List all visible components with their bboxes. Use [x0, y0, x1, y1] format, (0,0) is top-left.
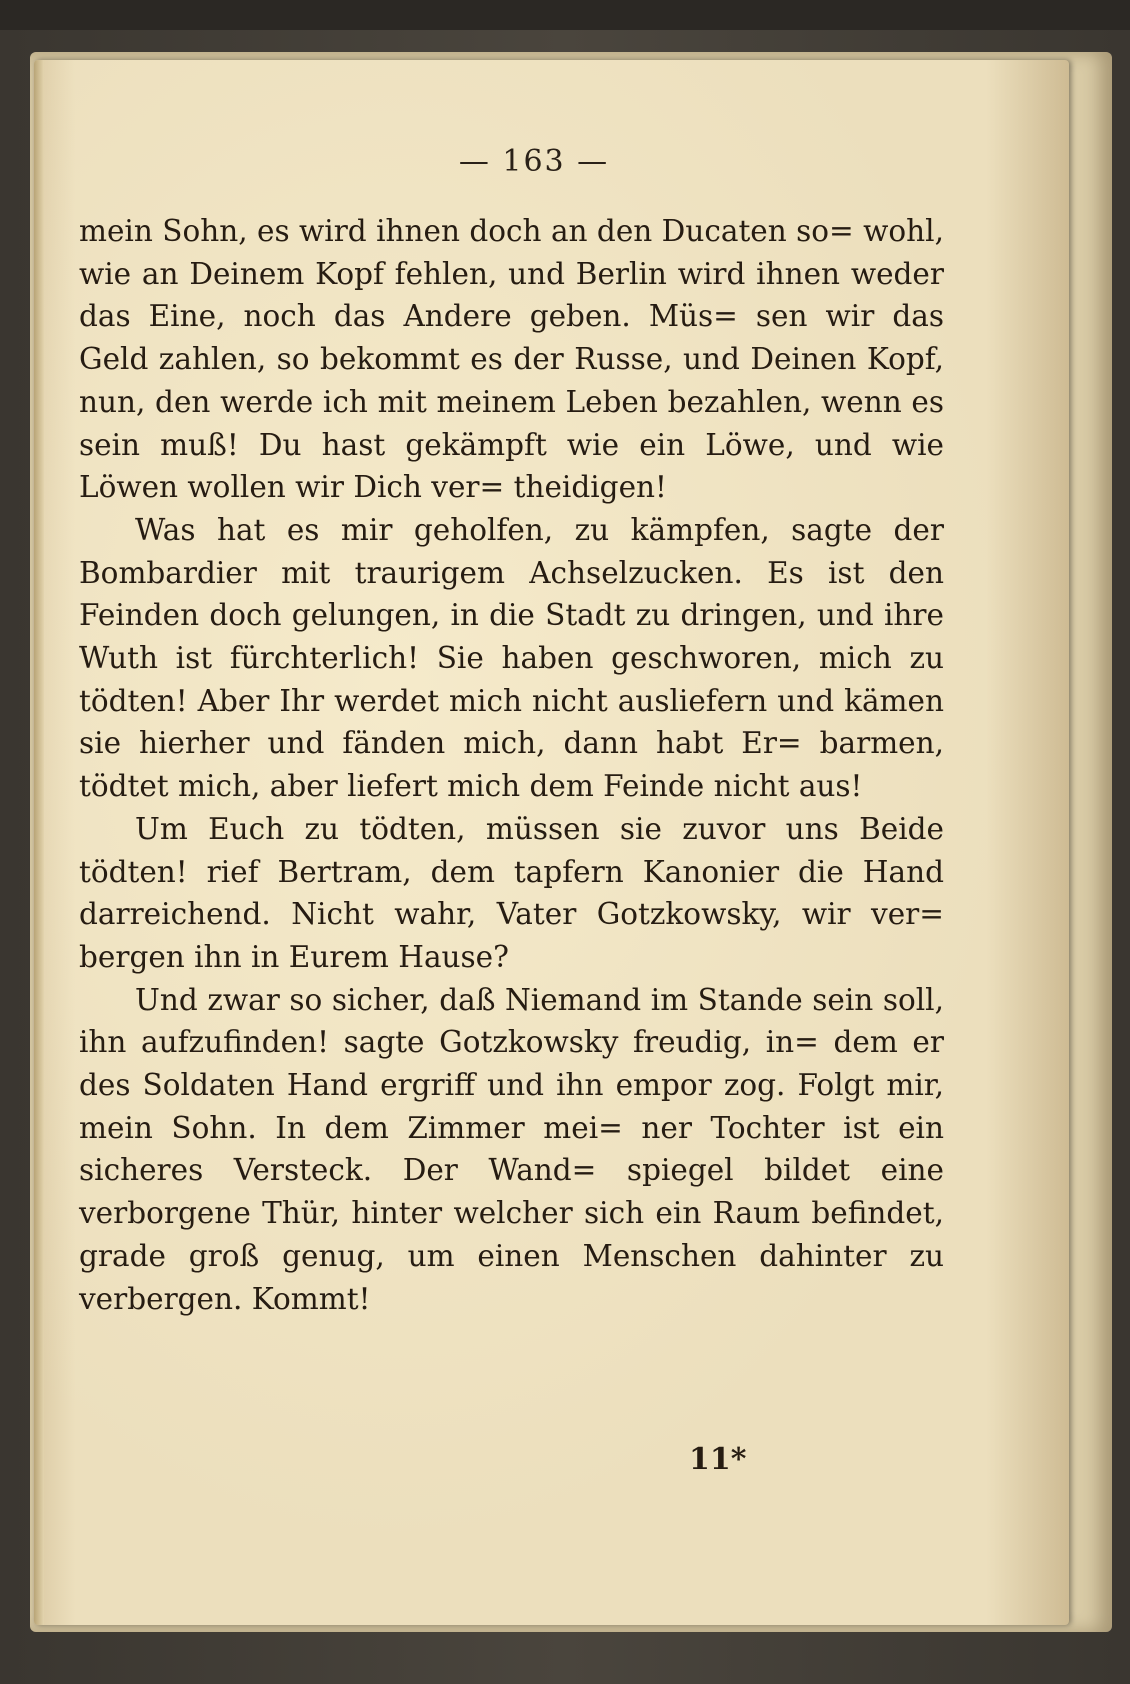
page-number: — 163 — — [458, 144, 610, 179]
paragraph: Um Euch zu tödten, müssen sie zuvor uns Beide tödten! rief Bertram, dem tapfern Kanonier die Hand darreichend. Nicht wahr, Vater Gotzkowsky, wir ver= bergen ihn in Eurem Hause? — [79, 811, 944, 974]
paragraph: Und zwar so sicher, daß Niemand im Stande sein soll, ihn aufzufinden! sagte Gotzkowsky freudig, in= dem er des Soldaten Hand ergriff und ihn empor zog. Folgt mir, mein Sohn. In dem Zimmer mei= ner Tochter ist ein sicheres Versteck. Der Wand= spiegel bildet eine verborgene Thür, hinter welcher sich ein Raum befindet, grade groß genug, um einen Menschen dahinter zu verbergen. Kommt! — [79, 982, 944, 1316]
signature-mark: 11* — [689, 1442, 747, 1477]
page-gutter — [34, 60, 44, 1625]
paragraph: mein Sohn, es wird ihnen doch an den Ducaten so= wohl, wie an Deinem Kopf fehlen, und Berlin wird ihnen weder das Eine, noch das Andere geben. Müs= sen wir das Geld zahlen, so bekommt es der Russe, und Deinen Kopf, nun, den werde ich mit meinem Leben bezahlen, wenn es sein muß! Du hast gekämpft wie ein Löwe, und wie Löwen wollen wir Dich ver= theidigen! — [79, 214, 944, 505]
book-page — [34, 60, 1069, 1625]
paragraph: Was hat es mir geholfen, zu kämpfen, sagte der Bombardier mit traurigem Achselzucken. Es ist den Feinden doch gelungen, in die Stadt zu dringen, und ihre Wuth ist fürchterlich! Sie haben geschworen, mich zu tödten! Aber Ihr werdet mich nicht ausliefern und kämen sie hierher und fänden mich, dann habt Er= barmen, tödtet mich, aber liefert mich dem Feinde nicht aus! — [79, 512, 944, 804]
page-body — [79, 210, 944, 1320]
